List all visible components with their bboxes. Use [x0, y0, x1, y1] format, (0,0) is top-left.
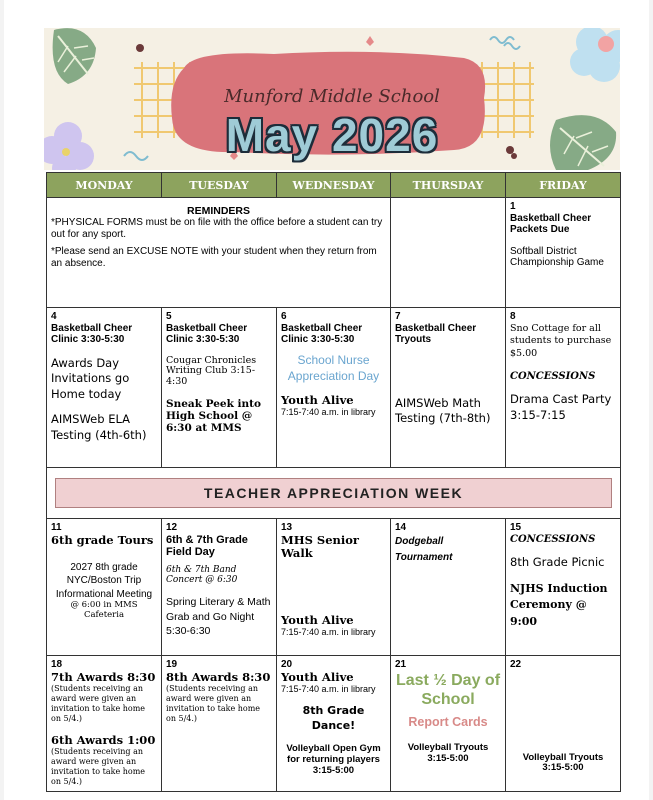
- day-number: 8: [510, 311, 516, 322]
- event: Basketball Cheer Clinic 3:30-5:30: [281, 322, 363, 345]
- day-number: 15: [510, 522, 522, 533]
- event: Volleyball Tryouts: [407, 742, 489, 754]
- day-number: 14: [395, 522, 407, 533]
- week-row: [47, 519, 621, 656]
- event: Youth Alive: [281, 612, 354, 627]
- event: 8th Awards 8:30: [166, 669, 271, 684]
- reminder-item: *Please send an EXCUSE NOTE with your student when they return from an absence.: [51, 246, 377, 269]
- event: Report Cards: [408, 714, 488, 729]
- reminders-cell: [47, 198, 391, 308]
- event: 8th Grade Dance!: [302, 704, 365, 732]
- week-row: [47, 308, 621, 468]
- event: Sno Cottage for all students to purchase $5.00: [510, 322, 612, 360]
- day-cell-21: [391, 656, 506, 792]
- day-cell-7: [391, 308, 506, 468]
- event: CONCESSIONS: [510, 533, 596, 545]
- event: School Nurse Appreciation Day: [287, 352, 380, 383]
- reminder-item: *PHYSICAL FORMS must be on file with the office before a student can try out for any sport.: [51, 217, 383, 240]
- event-note: (Students receiving an award were given an invitation to take home on 5/4.): [166, 683, 261, 723]
- event: Youth Alive: [281, 669, 354, 684]
- weekday-friday: FRIDAY: [506, 173, 621, 198]
- event: Sneak Peek into High School @ 6:30 at MMS: [166, 398, 262, 435]
- day-number: 4: [51, 311, 57, 322]
- day-number: 18: [51, 659, 63, 670]
- weekday-tuesday: TUESDAY: [162, 173, 277, 198]
- day-cell-18: [47, 656, 162, 792]
- teacher-appreciation-cell: [47, 468, 621, 519]
- day-number: 1: [510, 201, 516, 212]
- event: Basketball Cheer Packets Due: [510, 212, 592, 235]
- day-cell-6: [277, 308, 391, 468]
- teacher-appreciation-row: [47, 468, 621, 519]
- event: Dodgeball Tournament: [395, 535, 453, 563]
- flower-icon: [570, 28, 620, 82]
- day-cell-4: [47, 308, 162, 468]
- leaf-icon: [53, 28, 96, 84]
- event-time: 3:15-5:00: [427, 753, 469, 765]
- event: 6th Awards 1:00: [51, 732, 156, 747]
- day-number: 22: [510, 659, 522, 670]
- event: Last ½ Day of School: [395, 671, 501, 708]
- event: Youth Alive: [281, 392, 354, 407]
- day-cell-22: [506, 656, 621, 792]
- day-cell-19: [162, 656, 277, 792]
- week-row: [47, 656, 621, 792]
- header-banner: [44, 28, 620, 170]
- day-cell-11: [47, 519, 162, 656]
- calendar-page: [4, 0, 649, 800]
- school-name: Munford Middle School: [224, 86, 440, 107]
- event: Volleyball Open Gym for returning players 3:15-5:00: [286, 742, 381, 776]
- day-cell-12: [162, 519, 277, 656]
- day-number: 5: [166, 311, 172, 322]
- event-note: (Students receiving an award were given an invitation to take home on 5/4.): [51, 746, 146, 786]
- teacher-appreciation-banner: TEACHER APPRECIATION WEEK: [55, 478, 612, 508]
- event-note: (Students receiving an award were given an invitation to take home on 5/4.): [51, 683, 146, 723]
- week-row: [47, 198, 621, 308]
- day-cell-5: [162, 308, 277, 468]
- event: MHS Senior Walk: [281, 532, 359, 560]
- event: Cougar Chronicles Writing Club 3:15-4:30: [166, 354, 257, 388]
- event: 6th grade Tours: [51, 532, 154, 547]
- weekday-header-row: [47, 173, 621, 198]
- day-cell-14: [391, 519, 506, 656]
- event: Volleyball Tryouts: [522, 751, 604, 763]
- event: AIMSWeb ELA Testing (4th-6th): [51, 412, 147, 442]
- day-number: 6: [281, 311, 287, 322]
- event: CONCESSIONS: [510, 370, 596, 382]
- calendar-table: [46, 172, 621, 792]
- weekday-wednesday: WEDNESDAY: [277, 173, 391, 198]
- event: 2027 8th grade NYC/Boston Trip Informational Meeting: [55, 561, 153, 600]
- event-time: 7:15-7:40 a.m. in library: [281, 627, 376, 638]
- event: Basketball Cheer Tryouts: [395, 322, 477, 345]
- day-number: 11: [51, 522, 62, 533]
- event: 7th Awards 8:30: [51, 669, 156, 684]
- event: 6th & 7th Band Concert @ 6:30: [166, 564, 238, 586]
- event: Awards Day Invitations go Home today: [51, 355, 130, 401]
- event: Softball District Championship Game: [510, 245, 604, 268]
- day-cell-20: [277, 656, 391, 792]
- day-number: 13: [281, 522, 293, 533]
- event: @ 6:00 in MMS Cafeteria: [70, 600, 138, 620]
- event: 6th & 7th Grade Field Day: [166, 533, 248, 559]
- weekday-monday: MONDAY: [47, 173, 162, 198]
- event-time: 7:15-7:40 a.m. in library: [281, 407, 376, 418]
- day-number: 19: [166, 659, 178, 670]
- weekday-thursday: THURSDAY: [391, 173, 506, 198]
- event: Basketball Cheer Clinic 3:30-5:30: [166, 322, 248, 345]
- month-title: May 2026: [225, 109, 439, 161]
- day-number: 7: [395, 311, 401, 322]
- event: Spring Literary & Math Grab and Go Night 5:30-6:30: [166, 596, 271, 637]
- event: Basketball Cheer Clinic 3:30-5:30: [51, 322, 133, 345]
- day-number: 12: [166, 522, 178, 533]
- event: Drama Cast Party 3:15-7:15: [510, 392, 612, 422]
- event-time: 3:15-5:00: [542, 762, 584, 774]
- day-number: 21: [395, 659, 407, 670]
- day-cell-15: [506, 519, 621, 656]
- event: 8th Grade Picnic: [510, 555, 605, 569]
- event-time: 7:15-7:40 a.m. in library: [281, 683, 376, 694]
- reminders-title: REMINDERS: [186, 205, 250, 217]
- event: NJHS Induction Ceremony @ 9:00: [510, 581, 608, 628]
- day-cell-1: [506, 198, 621, 308]
- event: AIMSWeb Math Testing (7th-8th): [395, 395, 491, 426]
- day-cell-13: [277, 519, 391, 656]
- day-number: 20: [281, 659, 293, 670]
- day-cell-empty: [391, 198, 506, 308]
- day-cell-8: [506, 308, 621, 468]
